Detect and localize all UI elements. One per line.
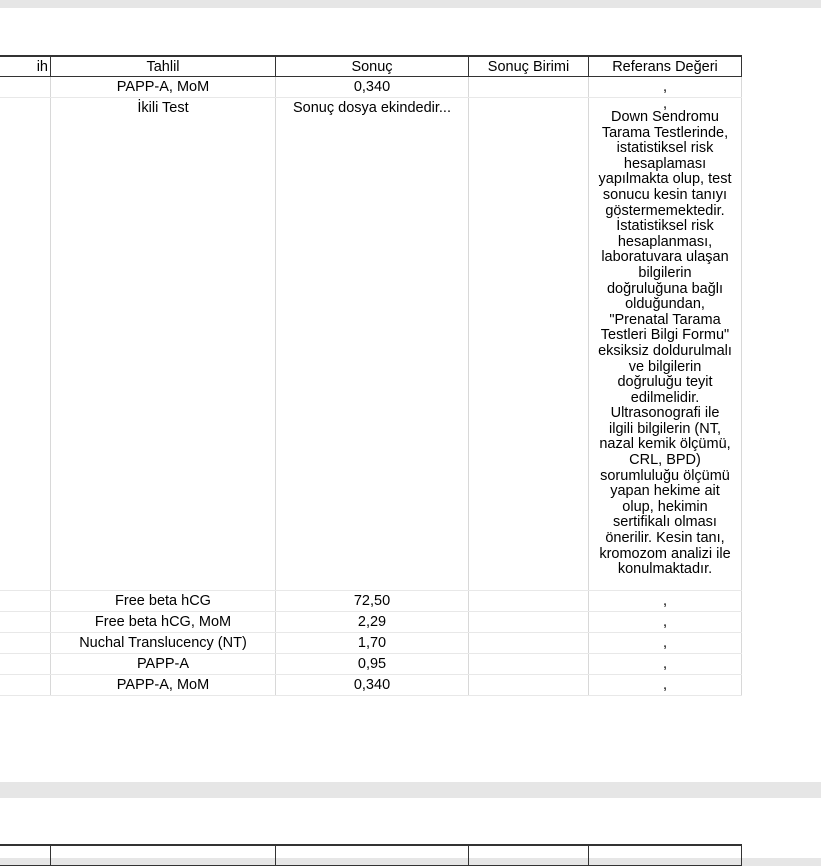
note-line: önerilir. Kesin tanı,	[605, 530, 725, 547]
note-line: laboratuvara ulaşan	[601, 249, 729, 266]
note-line: İstatistiksel risk	[616, 218, 714, 235]
cell-tahlil: PAPP-A	[51, 654, 276, 675]
document-page-2	[0, 798, 821, 858]
cell-tahlil: PAPP-A, MoM	[51, 77, 276, 98]
lab-results-table-next-page	[0, 844, 742, 866]
header-referans: Referans Değeri	[589, 56, 742, 77]
note-line: doğruluğuna bağlı	[606, 280, 724, 297]
table-row	[0, 633, 742, 654]
note-line: sorumluluğu ölçümü	[600, 467, 730, 484]
note-line: "Prenatal Tarama	[609, 311, 721, 328]
cell-birim	[469, 654, 589, 675]
header-tarih: ih	[0, 56, 51, 77]
cell-birim	[469, 633, 589, 654]
cell-referans: ,	[589, 654, 742, 675]
table-header-row	[0, 56, 742, 77]
note-line: doğruluğu teyit	[617, 374, 713, 391]
cell-birim	[469, 98, 589, 591]
cell-tahlil: Free beta hCG, MoM	[51, 612, 276, 633]
note-line: ilgili bilgilerin (NT,	[609, 420, 721, 437]
cell-referans: ,	[589, 77, 742, 98]
cell-tahlil: Nuchal Translucency (NT)	[51, 633, 276, 654]
note-line: CRL, BPD)	[629, 452, 701, 469]
table-row	[0, 612, 742, 633]
cell-sonuc: Sonuç dosya ekindedir...	[276, 98, 469, 591]
cell-tahlil: İkili Test	[51, 98, 276, 591]
note-line: nazal kemik ölçümü,	[599, 436, 731, 453]
cell-sonuc: 2,29	[276, 612, 469, 633]
note-line: Tarama Testlerinde,	[601, 124, 729, 141]
referans-comma: ,	[662, 97, 668, 112]
note-line: yapılmakta olup, test	[598, 171, 732, 188]
cell-referans: ,	[589, 633, 742, 654]
cell-referans: ,	[589, 591, 742, 612]
table-row	[0, 591, 742, 612]
note-line: göstermemektedir.	[605, 202, 725, 219]
cell-birim	[469, 77, 589, 98]
note-line: eksiksiz doldurulmalı	[598, 342, 732, 359]
note-line: olup, hekimin	[622, 498, 708, 515]
cell-sonuc: 72,50	[276, 591, 469, 612]
table-header-row	[0, 845, 742, 866]
note-line: Testleri Bilgi Formu"	[600, 327, 730, 344]
cell-referans: ,	[589, 675, 742, 696]
header-sonuc: Sonuç	[276, 56, 469, 77]
cell-sonuc: 0,95	[276, 654, 469, 675]
note-line: bilgilerin	[638, 264, 692, 281]
lab-results-table	[0, 55, 742, 696]
note-line: Ultrasonografi ile	[610, 405, 720, 422]
table-row	[0, 77, 742, 98]
table-row	[0, 98, 742, 591]
note-line: edilmelidir.	[630, 389, 700, 406]
note-line: istatistiksel risk	[616, 140, 714, 157]
note-line: ve bilgilerin	[628, 358, 702, 375]
cell-referans: ,	[589, 612, 742, 633]
note-line: yapan hekime ait	[610, 483, 720, 500]
note-line: hesaplanması,	[617, 233, 713, 250]
note-line: konulmaktadır.	[617, 561, 713, 578]
table-row	[0, 675, 742, 696]
table-row	[0, 654, 742, 675]
cell-birim	[469, 591, 589, 612]
cell-birim	[469, 675, 589, 696]
note-line: olduğundan,	[625, 296, 705, 313]
cell-tahlil: Free beta hCG	[51, 591, 276, 612]
cell-sonuc: 1,70	[276, 633, 469, 654]
cell-referans-note	[589, 98, 742, 591]
header-tahlil: Tahlil	[51, 56, 276, 77]
cell-sonuc: 0,340	[276, 77, 469, 98]
note-line: sonucu kesin tanıyı	[602, 186, 728, 203]
header-sonuc-birimi: Sonuç Birimi	[469, 56, 589, 77]
note-line: hesaplaması	[623, 155, 707, 172]
note-line: sertifikalı olması	[613, 514, 717, 531]
note-line: kromozom analizi ile	[599, 545, 731, 562]
cell-sonuc: 0,340	[276, 675, 469, 696]
cell-tahlil: PAPP-A, MoM	[51, 675, 276, 696]
referans-note-text	[591, 110, 739, 578]
cell-birim	[469, 612, 589, 633]
document-page-1	[0, 8, 821, 782]
note-line: Down Sendromu	[611, 109, 719, 125]
